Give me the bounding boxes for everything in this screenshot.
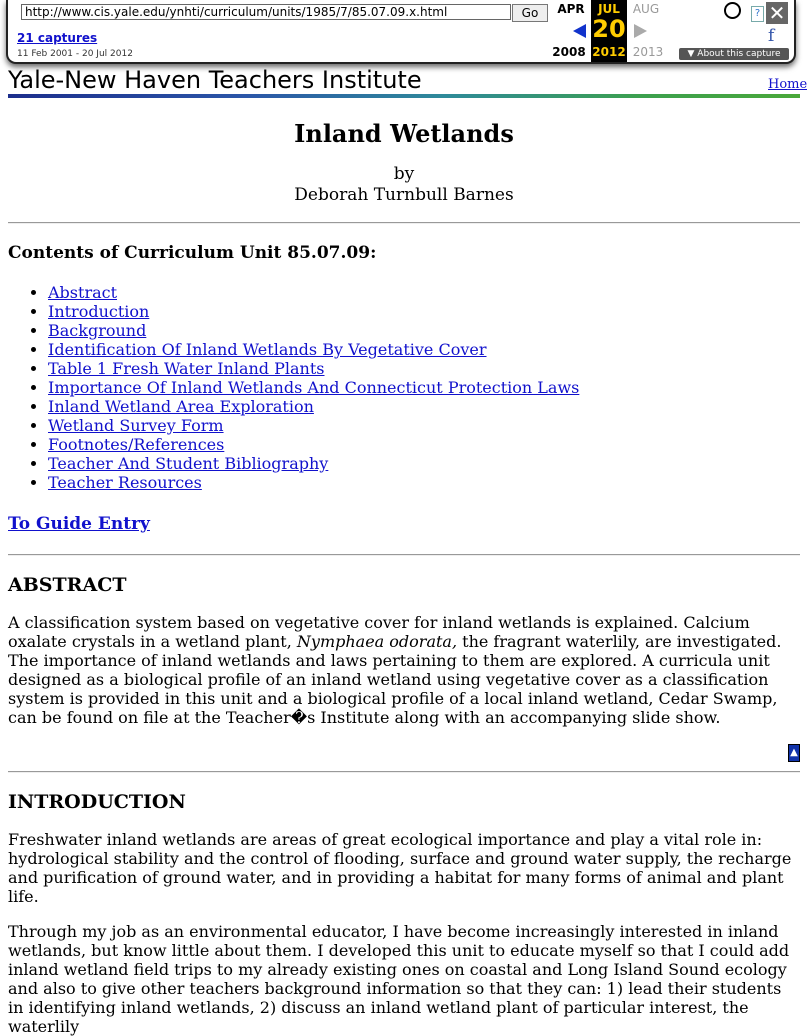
toc-item — [48, 359, 800, 378]
byline — [8, 164, 800, 206]
toc-link[interactable]: Table 1 Fresh Water Inland Plants — [48, 359, 325, 378]
wayback-captures-link[interactable]: 21 captures — [17, 31, 98, 45]
wayback-toolbar-area — [0, 0, 800, 68]
toc-item — [48, 340, 800, 359]
wayback-current-year: 2012 — [592, 45, 626, 59]
introduction-paragraph-1: Freshwater inland wetlands are areas of great ecological importance and play a vital role in: hydrological stability and the control of flooding, surface and ground water supply, the recharge and purification of ground water, and in providing a habitat for many forms of animal and plant life. — [8, 830, 792, 906]
wayback-help-icon[interactable]: ? — [751, 6, 764, 22]
byline-by: by — [393, 164, 415, 184]
main-content — [8, 100, 800, 1036]
toc-item — [48, 397, 800, 416]
site-title: Yale-New Haven Teachers Institute — [8, 66, 422, 94]
wayback-timeline-icon[interactable] — [724, 2, 741, 19]
toc-item — [48, 473, 800, 492]
back-to-top-icon[interactable]: ▲ — [788, 744, 800, 762]
toc-item — [48, 378, 800, 397]
wayback-date-range: 11 Feb 2001 - 20 Jul 2012 — [17, 49, 133, 59]
toc-link[interactable]: Importance Of Inland Wetlands And Connecticut Protection Laws — [48, 378, 580, 397]
toc-link[interactable]: Abstract — [48, 283, 118, 302]
toc-link[interactable]: Footnotes/References — [48, 435, 225, 454]
wayback-next-year[interactable]: 2013 — [632, 45, 664, 59]
toc-item — [48, 416, 800, 435]
wayback-current-day: 20 — [592, 15, 626, 43]
toc-link[interactable]: Background — [48, 321, 147, 340]
toc-item — [48, 435, 800, 454]
guide-entry-link[interactable]: To Guide Entry — [8, 514, 150, 534]
wayback-url-input[interactable]: http://www.cis.yale.edu/ynhti/curriculum/units/1985/7/85.07.09.x.html — [21, 4, 511, 20]
wayback-next-arrow-icon[interactable] — [634, 24, 647, 38]
toc-item — [48, 321, 800, 340]
abstract-text-end: the fragrant waterlily, are investigated. The importance of inland wetlands and laws pertaining to them are explored. A curricula unit designed as a biological profile of an inland wetland using vegetative cover as a classification system is provided in this unit and a biological profile of a local inland wetland, Cedar Swamp, can be found on file at the Teacher�s Institute along with an accompanying slide show. — [8, 632, 782, 727]
wayback-toolbar — [6, 0, 796, 64]
wayback-prev-month[interactable]: APR — [557, 2, 585, 16]
toc-item — [48, 454, 800, 473]
wayback-current-month: JUL — [598, 2, 620, 16]
toc-link[interactable]: Wetland Survey Form — [48, 416, 224, 435]
toc-link[interactable]: Teacher Resources — [48, 473, 202, 492]
author-name: Deborah Turnbull Barnes — [294, 185, 514, 205]
home-link[interactable]: Home — [768, 77, 807, 92]
abstract-italic-name: Nymphaea odorata, — [296, 632, 458, 651]
wayback-next-month[interactable]: AUG — [632, 2, 660, 16]
page-title: Inland Wetlands — [294, 119, 514, 148]
table-of-contents — [8, 283, 800, 492]
abstract-text — [8, 613, 800, 727]
abstract-heading: ABSTRACT — [8, 574, 127, 596]
introduction-heading: INTRODUCTION — [8, 791, 186, 813]
wayback-prev-arrow-icon[interactable] — [573, 24, 586, 38]
wayback-go-button[interactable]: Go — [512, 4, 548, 22]
introduction-paragraph-2: Through my job as an environmental educator, I have become increasingly interested in inland wetlands, but know little about them. I developed this unit to educate myself so that I could add inland wetland field trips to my already existing ones on coastal and Long Island Sound ecology and also to give other teachers background information so that they can: 1) lead their students in identifying inland wetlands, 2) discuss an inland wetland plant of particular interest, the waterlily — [8, 922, 790, 1036]
toc-link[interactable]: Teacher And Student Bibliography — [48, 454, 329, 473]
wayback-prev-year[interactable]: 2008 — [552, 45, 586, 59]
toc-item — [48, 302, 800, 321]
wayback-about-capture-button[interactable]: ▼ About this capture — [679, 48, 789, 60]
header-color-rule — [8, 94, 800, 98]
toc-link[interactable]: Inland Wetland Area Exploration — [48, 397, 314, 416]
facebook-icon[interactable]: f — [768, 26, 775, 46]
toc-link[interactable]: Identification Of Inland Wetlands By Vegetative Cover — [48, 340, 487, 359]
toc-link[interactable]: Introduction — [48, 302, 150, 321]
abstract-text-start: A classification system based on vegetative cover for inland wetlands is explained. Calcium oxalate crystals in a wetland plant, — [8, 613, 750, 651]
wayback-close-icon[interactable]: ✕ — [766, 2, 788, 24]
contents-heading: Contents of Curriculum Unit 85.07.09: — [8, 243, 377, 263]
toc-item — [48, 283, 800, 302]
